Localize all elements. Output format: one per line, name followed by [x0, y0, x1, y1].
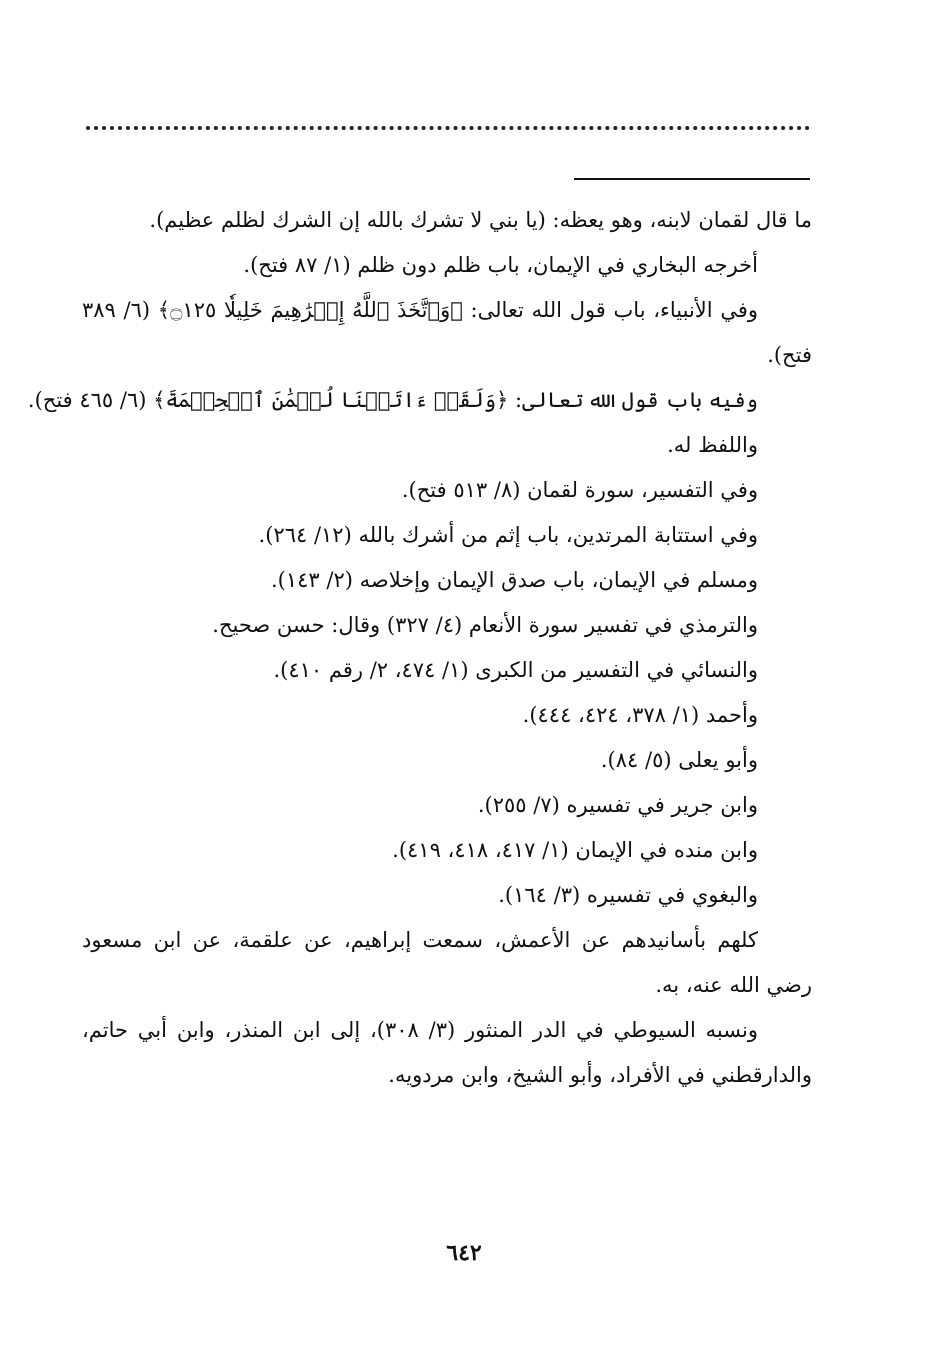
footnote-line: وابن منده في الإيمان (١/ ٤١٧، ٤١٨، ٤١٩).: [392, 838, 758, 862]
footnote-line: والنسائي في التفسير من الكبرى (١/ ٤٧٤، ٢/ رقم ٤١٠).: [273, 658, 758, 682]
footnote-line: وفي استتابة المرتدين، باب إثم من أشرك بالله (١٢/ ٢٦٤).: [258, 523, 758, 547]
footnote-line: ما قال لقمان لابنه، وهو يعظه: (يا بني لا تشرك بالله إن الشرك لظلم عظيم).: [149, 208, 812, 232]
footnote-separator-line: [574, 178, 810, 180]
footnote-line: والبغوي في تفسيره (٣/ ١٦٤).: [498, 883, 758, 907]
footnote-line: رضي الله عنه، به.: [655, 973, 812, 997]
footnote-line: ومسلم في الإيمان، باب صدق الإيمان وإخلاصه (٢/ ١٤٣).: [270, 568, 758, 592]
footnote-line: كلهم بأسانيدهم عن الأعمش، سمعت إبراهيم، عن علقمة، عن ابن مسعود: [82, 928, 758, 952]
footnote-line: وفي الأنبياء، باب قول الله تعالى: ﴿وَٱتَّخَذَ ٱللَّهُ إِبۡرَٰهِيمَ خَلِيلٗا ۝١٢٥﴾ (٦/ ٣٨٩: [82, 298, 758, 322]
footnote-line: ونسبه السيوطي في الدر المنثور (٣/ ٣٠٨)، إلى ابن المنذر، وابن أبي حاتم،: [82, 1018, 758, 1042]
footnote-line: وابن جرير في تفسيره (٧/ ٢٥٥).: [477, 793, 758, 817]
footnote-line: وفي التفسير، سورة لقمان (٨/ ٥١٣ فتح).: [401, 478, 758, 502]
footnote-text: [27, 198, 812, 1098]
page-number: ٦٤٢: [446, 1240, 482, 1266]
dotted-separator: [86, 126, 810, 130]
footnote-line: أخرجه البخاري في الإيمان، باب ظلم دون ظلم (١/ ٨٧ فتح).: [243, 253, 758, 277]
footnote-line: والدارقطني في الأفراد، وأبو الشيخ، وابن مردويه.: [388, 1063, 812, 1087]
footnote-line: والترمذي في تفسير سورة الأنعام (٤/ ٣٢٧) وقال: حسن صحيح.: [212, 613, 758, 637]
footnote-line: فتح).: [767, 343, 812, 367]
footnote-line: وأبو يعلى (٥/ ٨٤).: [600, 748, 758, 772]
footnote-line: وأحمد (١/ ٣٧٨، ٤٢٤، ٤٤٤).: [522, 703, 758, 727]
footnote-line: واللفظ له.: [667, 433, 758, 457]
footnote-line: وفيه باب قول الله تعالى: ﴿وَلَقَدۡ ءَاتَيۡنَا لُقۡمَٰنَ ٱلۡحِكۡمَةَ﴾ (٦/ ٤٦٥ فتح).: [27, 388, 758, 412]
